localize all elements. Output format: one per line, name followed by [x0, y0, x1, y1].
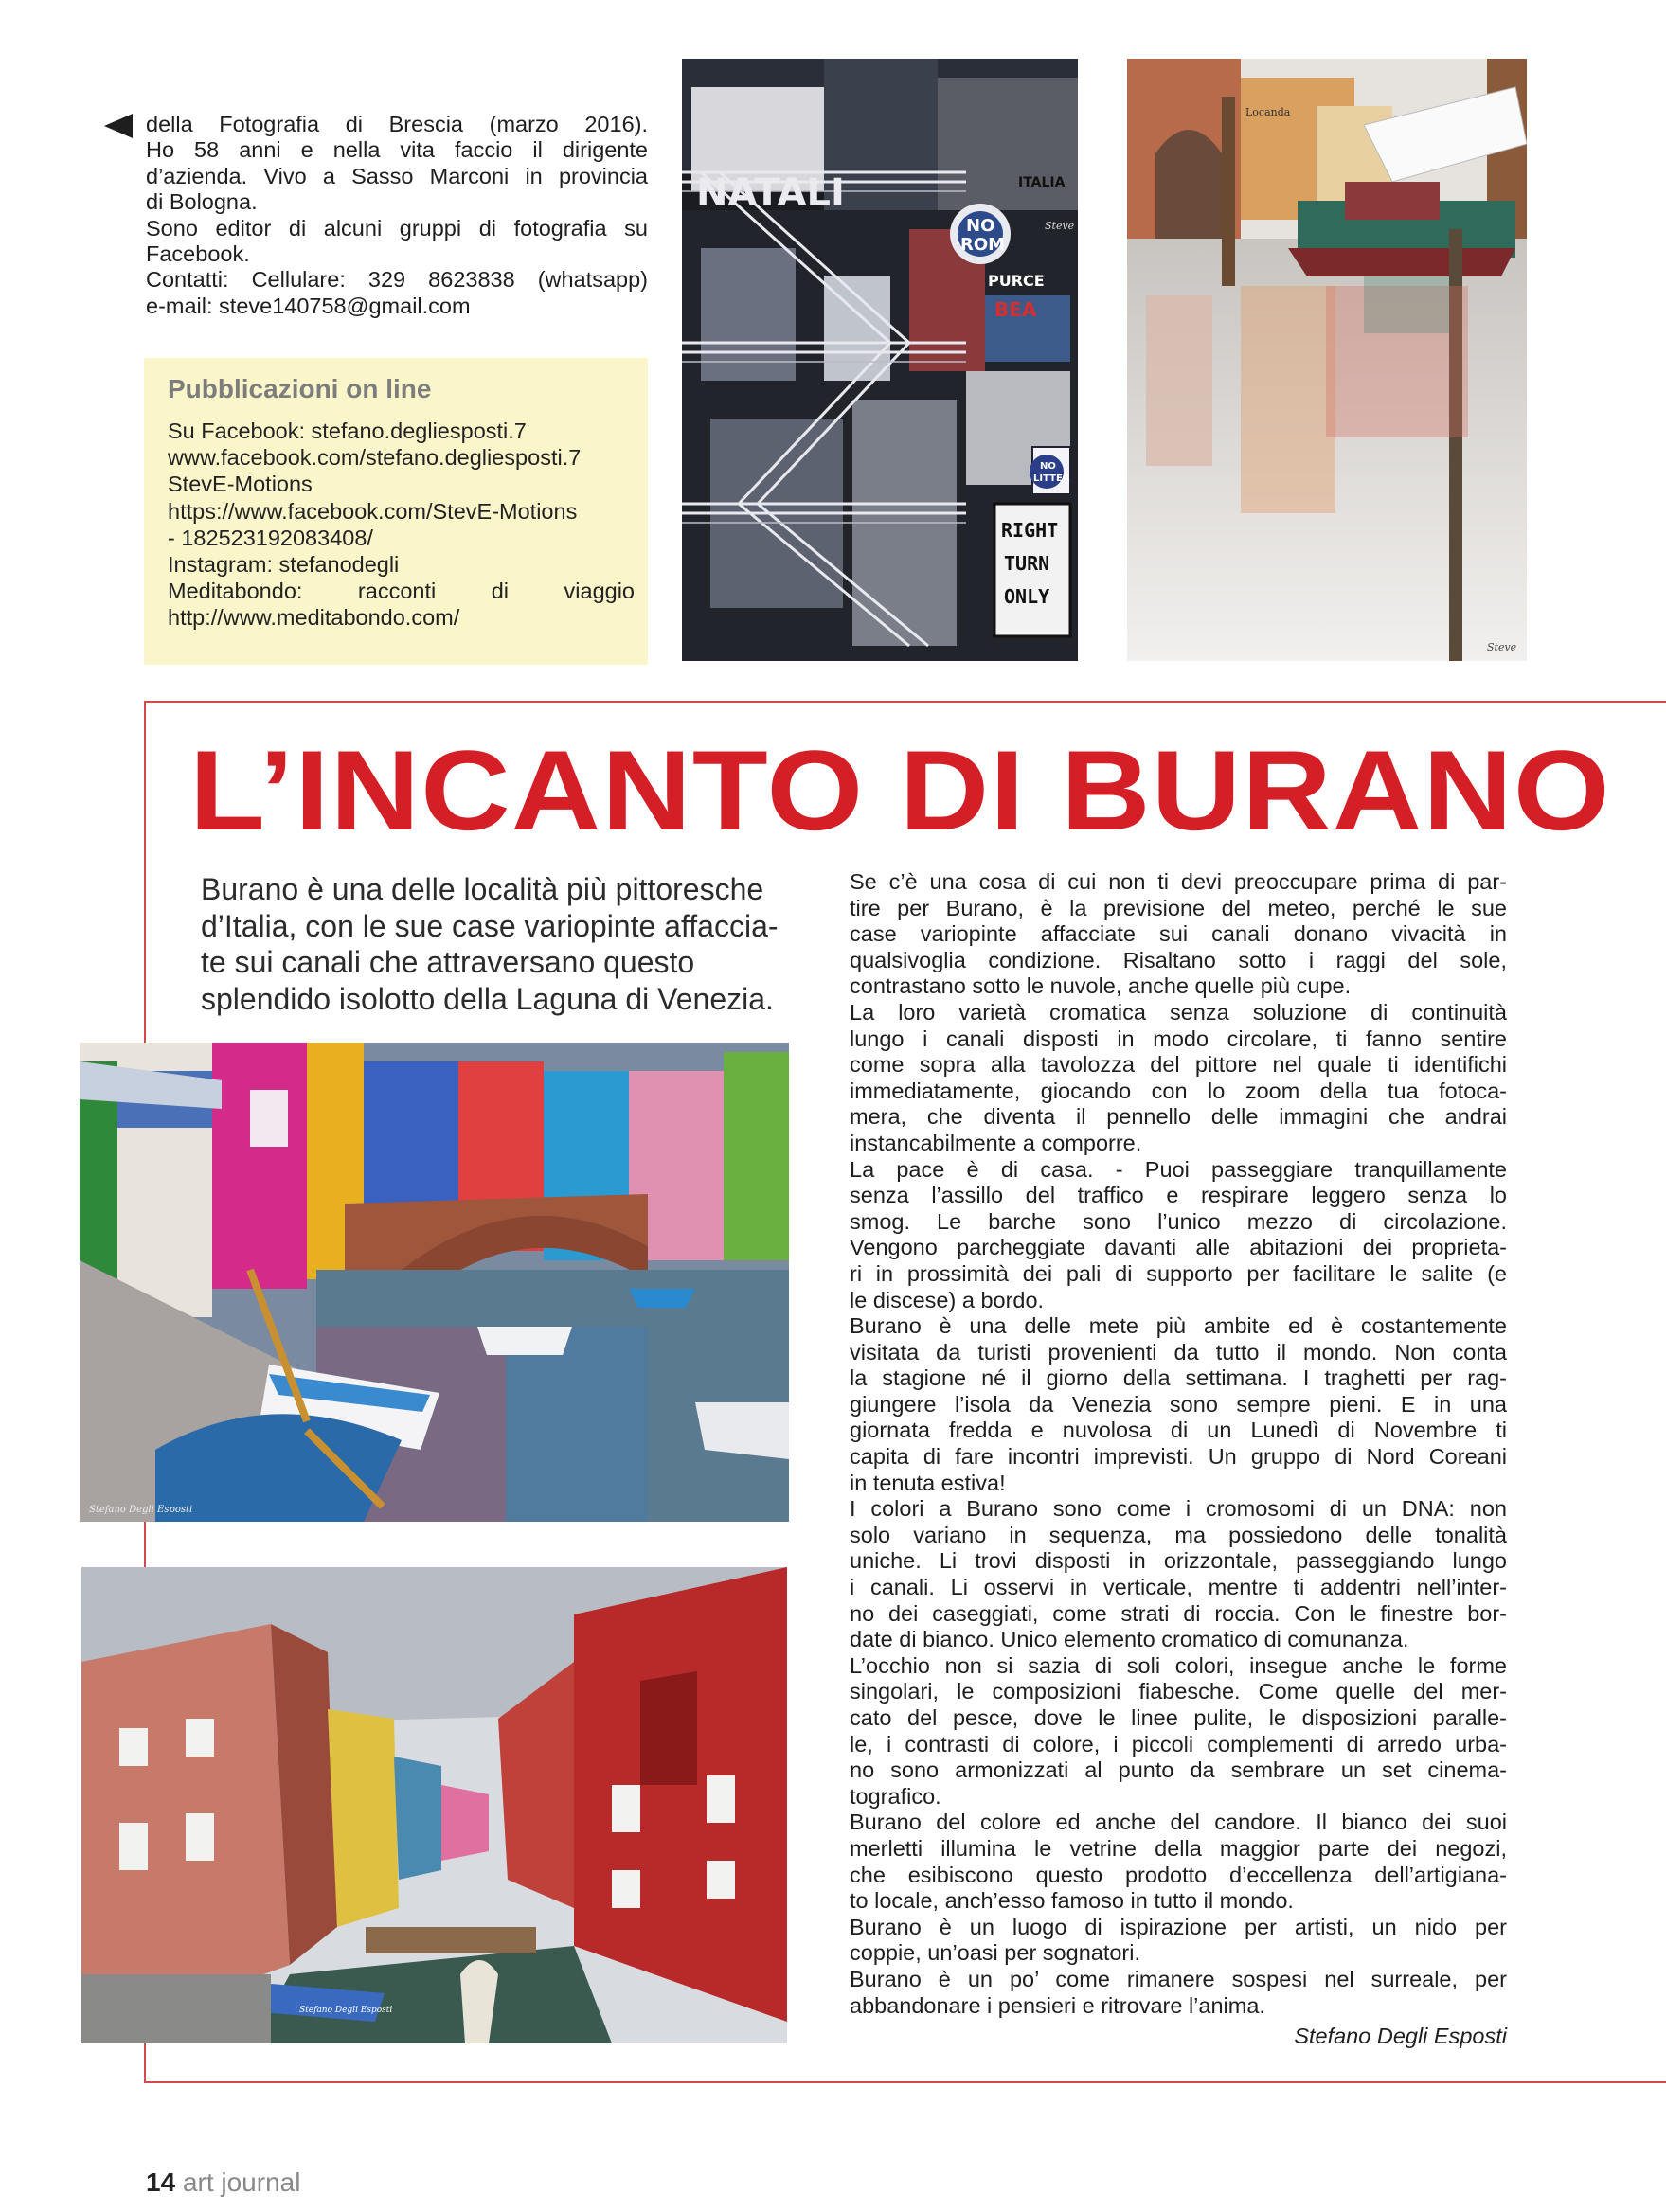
- body-line: visitata da turisti provenienti da tutto il mondo. Non conta: [850, 1339, 1507, 1365]
- bio-line: Facebook.: [146, 241, 250, 267]
- publication-link[interactable]: https://www.facebook.com/StevE-Motions: [168, 498, 578, 524]
- nyc-sign-rom: ROM: [960, 235, 1006, 255]
- bio-line: e-mail: steve140758@gmail.com: [146, 293, 471, 318]
- body-line: che esibiscono questo prodotto d’eccellenza dell’artigiana-: [850, 1862, 1507, 1887]
- body-line: contrastano sotto le nuvole, anche quelle più cupe.: [850, 973, 1352, 999]
- publication-link[interactable]: http://www.meditabondo.com/: [168, 605, 460, 631]
- lead-line: splendido isolotto della Laguna di Venezia.: [201, 981, 774, 1016]
- body-line: immediatamente, giocando con lo zoom della tua fotoca-: [850, 1078, 1507, 1103]
- bio-line: Contatti: Cellulare: 329 8623838 (whatsapp): [146, 267, 648, 293]
- body-line: in tenuta estiva!: [850, 1470, 1006, 1495]
- body-line: giungere l’isola da Venezia sono sempre pieni. E in una: [850, 1391, 1507, 1417]
- bio-line: della Fotografia di Brescia (marzo 2016).: [146, 112, 648, 136]
- body-line: no dei caseggiati, come strati di roccia. Con le finestre bor-: [850, 1600, 1507, 1626]
- nyc-sign-turn: TURN: [1004, 552, 1050, 575]
- article-lead: [201, 871, 807, 1017]
- body-line: smog. Le barche sono l’unico mezzo di circolazione.: [850, 1208, 1507, 1234]
- photo-signature: Stefano Degli Esposti: [89, 1505, 193, 1515]
- author-bio: [146, 112, 648, 319]
- photo-burano-bridge: [80, 1043, 789, 1522]
- body-line: to locale, anch’esso famoso in tutto il mondo.: [850, 1888, 1294, 1914]
- body-line: merletti illumina le vetrine della maggior parte dei negozi,: [850, 1835, 1507, 1861]
- article-body: [850, 869, 1507, 2019]
- bio-line: di Bologna.: [146, 189, 258, 215]
- continue-arrow-icon: [104, 114, 133, 138]
- nyc-sign-natali: NATALI: [696, 171, 845, 215]
- publication-link[interactable]: - 182523192083408/: [168, 525, 373, 550]
- body-line: tografico.: [850, 1783, 941, 1809]
- photo-signature: Steve: [1487, 641, 1517, 653]
- body-line: come sopra alla tavolozza del pittore nel quale ti identifichi: [850, 1052, 1507, 1078]
- nyc-sign-purce: PURCE: [988, 272, 1045, 290]
- photo-burano-street: [81, 1567, 787, 2043]
- body-line: uniche. Li trovi disposti in orizzontale, passeggiando lungo: [850, 1548, 1507, 1574]
- body-line: la stagione né il giorno della settimana. I traghetti per rag-: [850, 1365, 1507, 1391]
- photo-fire-escape: [682, 59, 1078, 661]
- body-line: abbandonare i pensieri e ritrovare l’anima.: [850, 1992, 1265, 2018]
- nyc-sign-bea: BEA: [994, 298, 1037, 321]
- body-line: qualsivoglia condizione. Risaltano sotto i raggi del sole,: [850, 947, 1507, 972]
- lead-line: te sui canali che attraversano questo: [201, 945, 695, 980]
- body-line: mera, che diventa il pennello delle immagini che andrai: [850, 1104, 1507, 1130]
- nyc-sign-right: RIGHT: [1001, 519, 1059, 542]
- body-line: La loro varietà cromatica senza soluzione di continuità: [850, 999, 1507, 1025]
- body-line: lungo i canali disposti in modo circolare, ti fanno sentire: [850, 1026, 1507, 1051]
- photo-signature: Steve: [1045, 220, 1075, 232]
- body-line: L’occhio non si sazia di soli colori, insegue anche le forme: [850, 1652, 1507, 1678]
- page-number: 14: [146, 2167, 176, 2197]
- body-line: solo variano in sequenza, ma possiedono delle tonalità: [850, 1522, 1507, 1547]
- lead-line: Burano è una delle località più pittoresche: [201, 872, 764, 906]
- publication-line: StevE-Motions: [168, 472, 313, 497]
- body-line: Burano è un po’ come rimanere sospesi nel surreale, per: [850, 1966, 1507, 1991]
- body-line: case variopinte affacciate sui canali donano vivacità in: [850, 921, 1507, 947]
- photo-signature: Stefano Degli Esposti: [299, 2006, 393, 2015]
- body-line: capita di fare incontri imprevisti. Un gruppo di Nord Coreani: [850, 1444, 1507, 1470]
- nyc-sign-litter: LITTER: [1033, 473, 1070, 484]
- body-line: Burano è una delle mete più ambite ed è costantemente: [850, 1313, 1507, 1339]
- publications-heading: Pubblicazioni on line: [168, 374, 432, 403]
- body-line: no sono armonizzati al punto da sembrare un set cinema-: [850, 1757, 1507, 1783]
- body-line: Vengono parcheggiate davanti alle abitazioni dei proprieta-: [850, 1235, 1507, 1260]
- body-line: tire per Burano, è la previsione del meteo, perché le sue: [850, 895, 1507, 920]
- frame-bottom-rule: [144, 2081, 1666, 2083]
- body-line: i canali. Li osservi in verticale, mentre ti addentri nell’inter-: [850, 1575, 1507, 1600]
- body-line: singolari, le composizioni fiabesche. Come quelle del mer-: [850, 1679, 1507, 1704]
- publication-line: Instagram: stefanodegli: [168, 552, 400, 578]
- body-line: cato del pesce, dove le linee pulite, le disposizioni paralle-: [850, 1705, 1507, 1730]
- magazine-name: art journal: [182, 2167, 301, 2197]
- nyc-sign-no-litter: NO: [1040, 461, 1056, 472]
- nyc-sign-only: ONLY: [1004, 585, 1050, 608]
- shop-sign: Locanda: [1245, 106, 1291, 118]
- body-line: le discese) a bordo.: [850, 1287, 1045, 1312]
- body-line: senza l’assillo del traffico e respirare leggero senza lo: [850, 1183, 1507, 1208]
- body-line: I colori a Burano sono come i cromosomi di un DNA: non: [850, 1496, 1507, 1522]
- bio-line: d’azienda. Vivo a Sasso Marconi in provincia: [146, 163, 648, 188]
- publications-box: [144, 358, 648, 665]
- nyc-sign-no: NO: [966, 216, 995, 236]
- body-line: coppie, un’oasi per sognatori.: [850, 1940, 1141, 1966]
- photo-canal-boat: [1127, 59, 1527, 661]
- bio-line: Sono editor di alcuni gruppi di fotografia su: [146, 215, 648, 241]
- frame-top-rule: [144, 701, 1666, 703]
- nyc-sign-italia: ITALIA: [1018, 175, 1066, 190]
- article-title: L’INCANTO DI BURANO: [189, 727, 1611, 854]
- body-line: Burano del colore ed anche del candore. Il bianco dei suoi: [850, 1810, 1507, 1835]
- article-author: Stefano Degli Esposti: [1294, 2024, 1507, 2048]
- body-line: La pace è di casa. - Puoi passeggiare tranquillamente: [850, 1156, 1507, 1182]
- body-line: date di bianco. Unico elemento cromatico di comunanza.: [850, 1627, 1409, 1652]
- body-line: ri in prossimità dei pali di supporto per facilitare le salite (e: [850, 1260, 1507, 1286]
- publication-line: Su Facebook: stefano.degliesposti.7: [168, 419, 527, 443]
- bio-line: Ho 58 anni e nella vita faccio il dirigente: [146, 137, 648, 163]
- body-line: le, i contrasti di colore, i piccoli complementi di arredo urba-: [850, 1731, 1507, 1757]
- publication-line: Meditabondo: racconti di viaggio: [168, 579, 635, 604]
- page-footer: [146, 2168, 300, 2197]
- body-line: Burano è un luogo di ispirazione per artisti, un nido per: [850, 1914, 1507, 1939]
- body-line: giornata fredda e nuvolosa di un Lunedì di Novembre ti: [850, 1418, 1507, 1443]
- lead-line: d’Italia, con le sue case variopinte affaccia-: [201, 908, 779, 943]
- body-line: Se c’è una cosa di cui non ti devi preoccupare prima di par-: [850, 869, 1507, 894]
- publication-link[interactable]: www.facebook.com/stefano.degliesposti.7: [168, 445, 582, 471]
- body-line: instancabilmente a comporre.: [850, 1130, 1142, 1155]
